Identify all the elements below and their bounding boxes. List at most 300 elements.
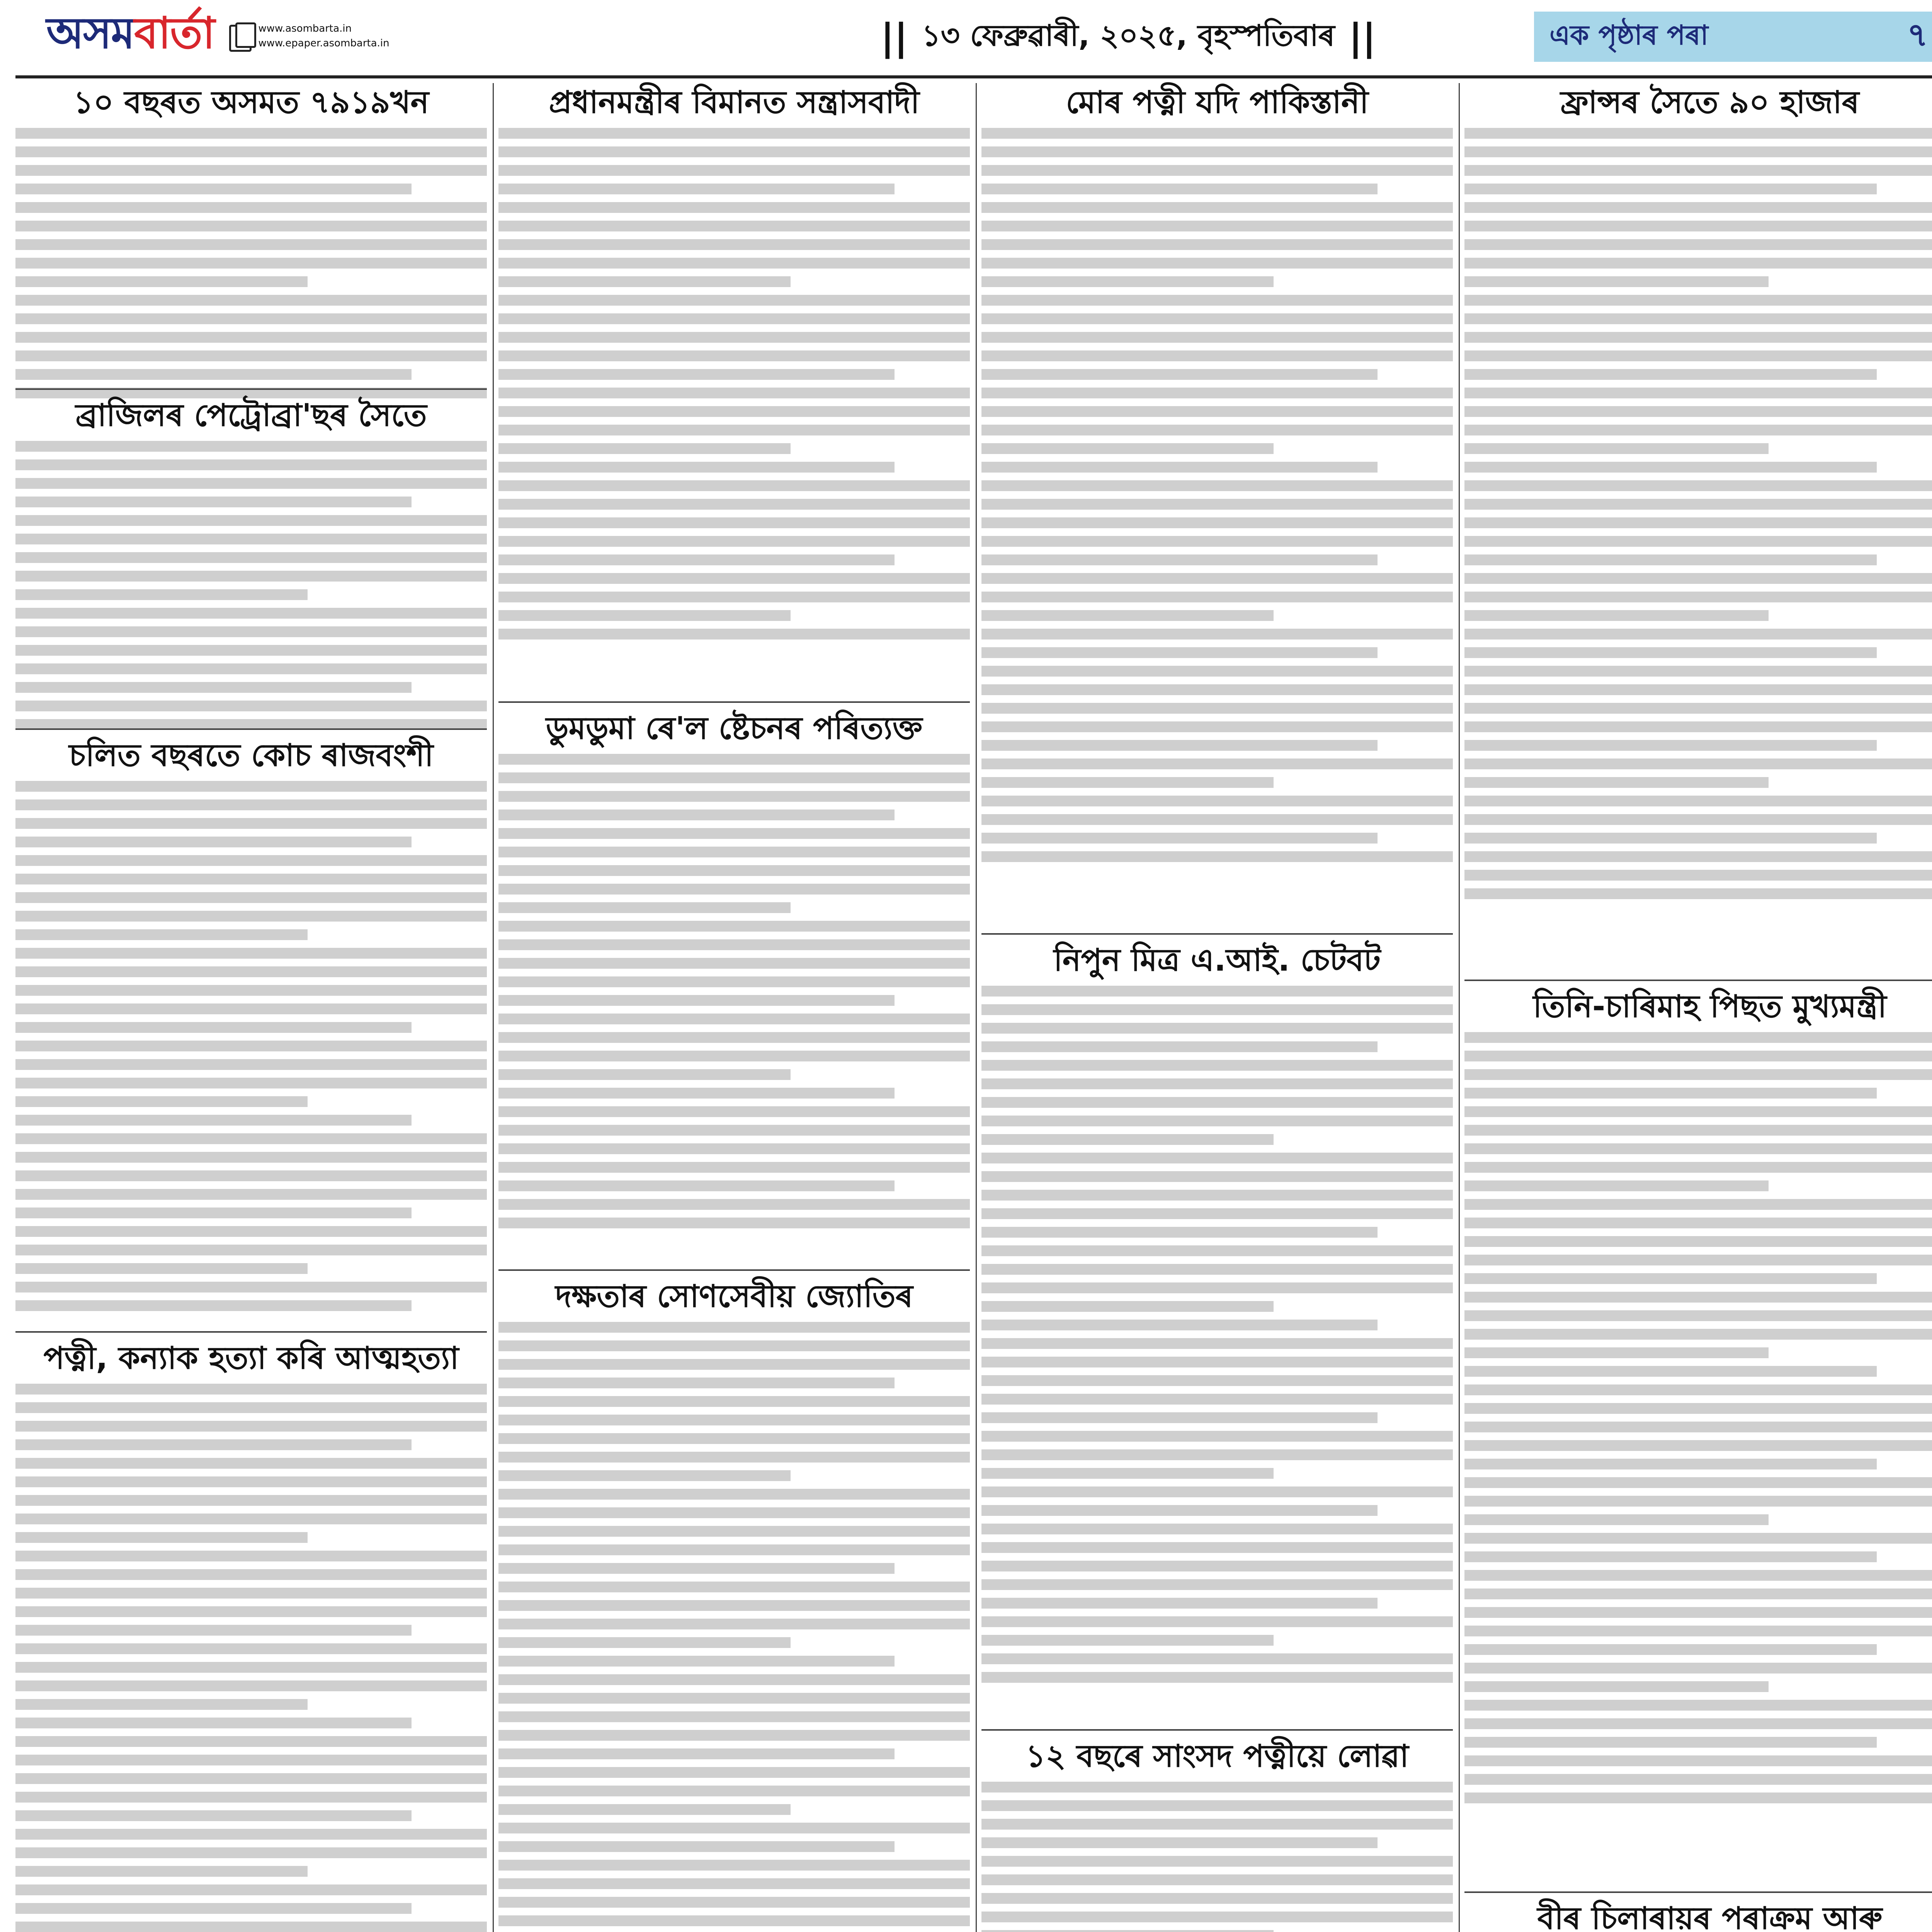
text-line [498,350,970,361]
text-line [1464,1069,1932,1080]
text-line [1464,1644,1877,1655]
text-line [15,855,487,866]
text-line [981,814,1453,825]
text-line [15,258,487,269]
text-line [981,350,1453,361]
text-line [498,295,970,306]
text-line [1464,721,1932,732]
article [15,736,487,1319]
text-line [15,1421,487,1432]
text-line [1464,295,1932,306]
text-line [981,1837,1378,1848]
text-line [981,1282,1453,1293]
text-line [981,1060,1453,1071]
masthead [0,0,1932,79]
text-line [15,1588,487,1599]
text-line [1464,462,1877,473]
text-line [1464,759,1932,769]
text-line [1464,388,1932,398]
article-headline: পত্নী, কন্যাক হত্যা কৰি আত্মহত্যা [43,1340,459,1376]
text-line [498,517,970,528]
text-line [1464,629,1932,639]
text-line [15,1300,412,1311]
text-line [981,406,1453,417]
text-line [15,1643,487,1654]
text-line [1464,369,1877,380]
article [15,396,487,738]
article [498,709,970,1236]
text-line [1464,1737,1877,1748]
text-line [498,921,970,932]
text-line [981,425,1453,435]
text-line [498,1069,791,1080]
text-line [1464,165,1932,176]
text-line [981,1208,1453,1219]
text-line [1464,350,1932,361]
newspaper-logo [46,7,389,65]
text-line [15,128,487,139]
text-line [498,1841,895,1852]
text-line [498,995,895,1006]
text-line [1464,239,1932,250]
text-line [981,1041,1378,1052]
article [15,1339,487,1932]
text-line [981,1394,1453,1405]
text-line [981,851,1453,862]
text-line [981,703,1453,714]
text-line [1464,1533,1932,1544]
text-line [498,754,970,765]
text-line [1464,1681,1769,1692]
text-line [15,184,412,194]
text-line [15,497,412,507]
text-line [15,1170,487,1181]
text-line [1464,1236,1932,1247]
text-line [15,295,487,306]
text-line [1464,1755,1932,1766]
text-line [498,1878,970,1889]
web-pages-icon [229,22,253,49]
text-line [981,1431,1453,1442]
text-line [15,221,487,231]
text-line [1464,499,1932,510]
text-line [498,146,970,157]
text-line [498,976,970,987]
text-line [1464,1718,1932,1729]
text-line [15,799,487,810]
text-line [498,610,791,621]
text-line [1464,128,1932,139]
text-line [1464,851,1932,862]
text-line [1464,517,1932,528]
text-line [15,1810,412,1821]
text-line [15,1133,487,1144]
text-line [15,459,487,470]
text-line [1464,833,1877,844]
text-line [498,1125,970,1136]
text-line [15,1115,412,1126]
text-line [15,1263,308,1274]
article [1464,987,1932,1811]
text-line [15,1680,487,1691]
text-line [1464,184,1877,194]
text-line [1464,1273,1877,1284]
text-line [15,534,487,544]
text-line [498,1180,895,1191]
text-line [498,388,970,398]
text-line [498,1582,970,1592]
text-line [981,1412,1378,1423]
text-line [15,1699,308,1710]
text-line [981,796,1453,806]
text-line [981,1856,1453,1867]
text-line [15,1384,487,1395]
article [981,83,1453,870]
text-line [15,332,487,343]
article-headline: প্ৰধানমন্ত্ৰীৰ বিমানত সন্ত্ৰাসবাদী [549,84,920,120]
text-line [981,684,1453,695]
text-line [1464,221,1932,231]
text-line [981,1468,1274,1479]
text-line [981,369,1378,380]
logo-wordmark: অসমবাৰ্তা [46,7,214,58]
text-line [981,462,1378,473]
text-line [981,295,1453,306]
text-line [981,332,1453,343]
article-headline: ১০ বছৰত অসমত ৭৯১৯খন [73,84,429,120]
text-line [498,1032,970,1043]
text-line [498,865,970,876]
text-line [981,777,1274,788]
text-line [981,1097,1453,1108]
article-headline: বীৰ চিলাৰায়ৰ পৰাক্ৰম আৰু [1537,1900,1883,1932]
article-body [15,781,487,1311]
text-line [15,701,487,711]
column-divider [1459,83,1460,1932]
text-line [1464,1292,1932,1303]
text-line [981,1672,1453,1683]
text-line [498,1470,791,1481]
text-line [15,515,487,526]
text-line [981,1227,1378,1238]
text-line [981,165,1453,176]
text-line [1464,1366,1877,1377]
text-line [498,1544,970,1555]
text-line [981,1338,1453,1349]
text-line [981,1449,1453,1460]
text-line [1464,480,1932,491]
text-line [15,276,308,287]
text-line [1464,536,1932,547]
text-line [1464,1551,1877,1562]
text-line [15,165,487,176]
text-line [15,1847,487,1858]
text-line [15,1755,487,1765]
text-line [981,1930,1274,1932]
text-line [15,1096,308,1107]
text-line [981,258,1453,269]
text-line [1464,1218,1932,1228]
article-body [981,1782,1453,1932]
text-line [981,554,1378,565]
masthead-rule [15,75,1932,78]
text-line [1464,1774,1932,1785]
text-line [981,517,1453,528]
text-line [1464,258,1932,269]
text-line [981,666,1453,677]
text-line [981,1078,1453,1089]
text-line [981,1893,1453,1904]
text-line [498,276,791,287]
text-line [15,1532,308,1543]
text-line [1464,1440,1932,1451]
text-line [15,589,308,600]
text-line [1464,1422,1932,1432]
text-line [498,1507,970,1518]
article-body [981,128,1453,862]
column-divider [493,83,494,1932]
text-line [498,847,970,857]
issue-date: ১৩ ফেব্ৰুৱাৰী, ২০২৫, বৃহস্পতিবাৰ [922,18,1335,53]
text-line [498,499,970,510]
text-line [1464,1199,1932,1210]
text-line [981,759,1453,769]
text-line [498,406,970,417]
text-line [498,332,970,343]
text-line [1464,1570,1932,1581]
text-line [981,1023,1453,1034]
text-line [1464,1700,1932,1711]
text-line [498,1218,970,1228]
text-line [1464,1793,1932,1803]
text-line [498,1526,970,1537]
text-line [498,369,895,380]
text-line [981,1912,1453,1922]
text-line [498,221,970,231]
website-urls [259,21,389,51]
text-line [981,610,1274,621]
text-line [981,239,1453,250]
text-line [498,165,970,176]
text-line [15,874,487,884]
text-line [15,1226,487,1237]
text-line [1464,573,1932,584]
text-line [15,663,487,674]
text-line [498,425,970,435]
text-line [981,1004,1453,1015]
article [498,83,970,647]
text-line [981,202,1453,213]
article [15,83,487,406]
text-line [981,1301,1274,1312]
text-line [15,966,487,977]
text-line [498,1340,970,1351]
text-line [1464,796,1932,806]
text-line [1464,870,1932,881]
text-line [498,1711,970,1722]
text-line [981,443,1274,454]
text-line [498,313,970,324]
continued-label: এক পৃষ্ঠাৰ পৰা [1549,19,1709,51]
text-line [15,626,487,637]
text-line [15,202,487,213]
article-body [498,128,970,639]
text-line [15,1282,487,1293]
text-line [981,1800,1453,1811]
text-line [498,1823,970,1833]
text-line [981,629,1453,639]
text-line [498,1322,970,1333]
text-line [1464,592,1932,602]
text-line [15,1718,412,1728]
text-line [1464,313,1932,324]
text-line [498,573,970,584]
text-line [15,985,487,996]
text-line [498,592,970,602]
text-line [15,1569,487,1580]
text-line [1464,888,1932,899]
text-line [981,128,1453,139]
text-line [498,1162,970,1173]
text-line [981,1635,1274,1646]
text-line [1464,332,1932,343]
text-line [15,1003,487,1014]
text-line [15,1152,487,1163]
text-line [498,536,970,547]
text-line [15,441,487,452]
text-line [981,1486,1453,1497]
text-line [15,1495,487,1506]
text-line [981,1505,1378,1516]
text-line [498,554,895,565]
column-divider [976,83,977,1932]
text-line [15,239,487,250]
text-line [981,721,1453,732]
text-line [498,1051,970,1061]
text-line [498,480,970,491]
text-line [1464,1088,1877,1099]
text-line [498,1489,970,1500]
text-line [981,146,1453,157]
text-line [15,1625,412,1636]
text-line [1464,1347,1769,1358]
text-line [1464,610,1769,621]
text-line [498,1730,970,1741]
text-line [1464,1106,1932,1117]
text-line [981,647,1378,658]
text-line [1464,1607,1932,1618]
text-line [498,1693,970,1704]
text-line [498,1359,970,1370]
text-line [498,128,970,139]
text-line [981,1819,1453,1830]
article [981,941,1453,1690]
text-line [15,350,487,361]
text-line [1464,554,1877,565]
text-line [15,1884,487,1895]
text-line [981,1598,1378,1609]
text-line [15,571,487,582]
text-line [981,1561,1453,1571]
text-line [981,1542,1453,1553]
text-line [498,1396,970,1407]
text-line [15,1829,487,1840]
text-line [15,682,412,693]
text-line [498,1199,970,1210]
article-headline: ডুমডুমা ৰে'ল ষ্টেচনৰ পৰিত্যক্ত [546,710,923,746]
article-headline: ১২ বছৰে সাংসদ পত্নীয়ে লোৱা [1026,1738,1409,1774]
text-line [498,1786,970,1796]
text-line [1464,1496,1932,1507]
text-line [15,1922,487,1932]
text-line [1464,1588,1932,1599]
text-line [981,388,1453,398]
text-line [498,810,895,820]
text-line [1464,684,1932,695]
text-line [1464,1384,1932,1395]
text-line [15,313,487,324]
text-line [981,1357,1453,1367]
article-headline: নিপুন মিত্ৰ এ.আই. চেটবট [1053,942,1381,978]
text-line [15,1792,487,1803]
text-line [498,1804,791,1815]
text-line [981,573,1453,584]
text-line [1464,1310,1932,1321]
text-line [15,1773,487,1784]
text-line [15,1866,308,1877]
text-line [981,1264,1453,1275]
text-line [498,258,970,269]
text-line [15,818,487,829]
text-line [1464,666,1932,677]
article [1464,83,1932,907]
article-headline: দক্ষতাৰ সোণসেবীয় জ্যোতিৰ [555,1278,913,1314]
text-line [15,781,487,792]
text-line [1464,814,1932,825]
text-line [15,1022,412,1033]
article [981,1737,1453,1932]
text-line [498,443,791,454]
text-line [15,1078,487,1088]
text-line [498,772,970,783]
text-line [15,1402,487,1413]
text-line [981,1524,1453,1534]
text-line [15,1439,412,1450]
text-line [498,462,895,473]
text-line [498,1897,970,1908]
text-line [498,1378,895,1388]
text-line [981,740,1378,751]
text-line [981,986,1453,997]
text-line [498,1415,970,1425]
text-line [981,1653,1453,1664]
text-line [1464,1403,1932,1414]
text-line [1464,1255,1932,1265]
text-line [498,1656,895,1667]
text-line [15,1551,487,1561]
article-headline: ফ্ৰান্সৰ সৈতে ৯০ হাজাৰ [1560,84,1859,120]
text-line [1464,777,1769,788]
text-line [1464,1143,1932,1154]
text-line [1464,1329,1932,1340]
text-line [498,1860,970,1871]
text-line [1464,146,1932,157]
text-line [498,958,970,969]
text-line [15,552,487,563]
text-line [498,791,970,802]
text-line [15,1059,487,1070]
article-body [1464,128,1932,899]
